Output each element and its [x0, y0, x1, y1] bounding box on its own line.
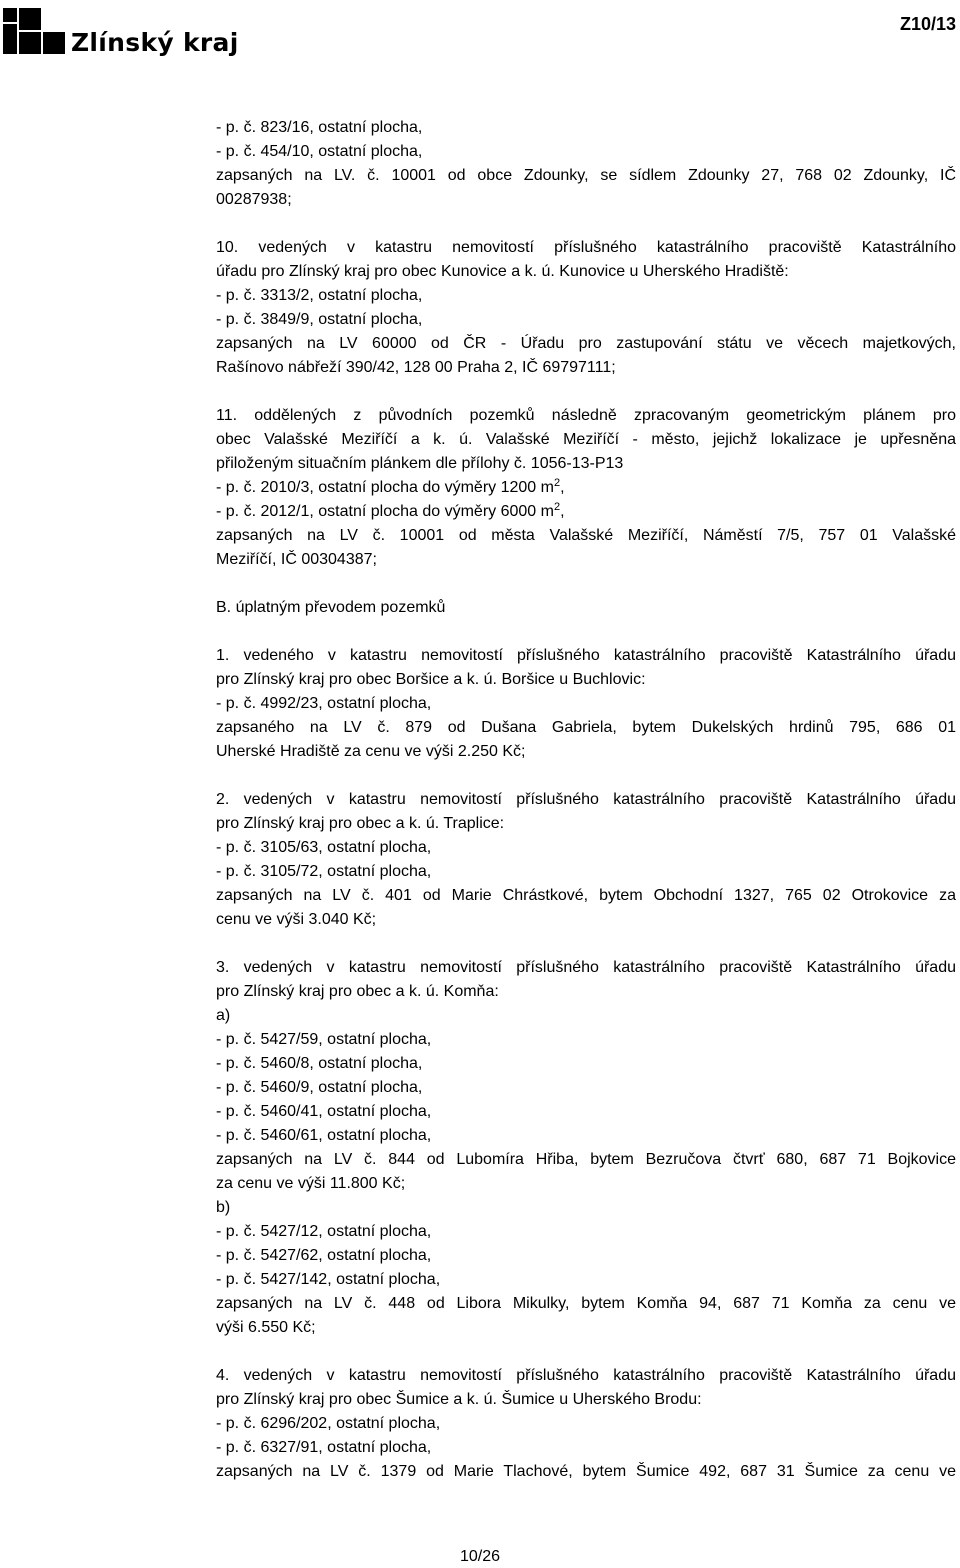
text-line [216, 836, 956, 860]
text-line-content: - p. č. 5460/41, ostatní plocha, [216, 1103, 432, 1120]
text-line-content: Rašínovo nábřeží 390/42, 128 00 Praha 2, IČ 69797111; [216, 359, 616, 376]
text-line-content: - p. č. 2010/3, ostatní plocha do výměry 1200 m [216, 479, 554, 496]
text-line [216, 980, 956, 1004]
text-line [216, 1388, 956, 1412]
text-line-content: 3. vedených v katastru nemovitostí příslušného katastrálního pracoviště Katastrálního úřadu [216, 959, 956, 976]
text-line-content: - p. č. 5427/59, ostatní plocha, [216, 1031, 432, 1048]
paragraph-gap [216, 572, 956, 596]
text-line-content: - p. č. 5427/62, ostatní plocha, [216, 1247, 432, 1264]
text-line-content: Uherské Hradiště za cenu ve výši 2.250 Kč; [216, 743, 526, 760]
paragraph [216, 404, 956, 572]
text-line-content: zapsaných na LV 60000 od ČR - Úřadu pro zastupování státu ve věcech majetkových, [216, 335, 956, 352]
text-line [216, 452, 956, 476]
text-line [216, 164, 956, 188]
text-line-content: zapsaných na LV č. 10001 od města Valašské Meziříčí, Náměstí 7/5, 757 01 Valašské [216, 527, 956, 544]
text-line-content: pro Zlínský kraj pro obec Šumice a k. ú. Šumice u Uherského Brodu: [216, 1391, 702, 1408]
text-line-content: zapsaných na LV č. 401 od Marie Chrástkové, bytem Obchodní 1327, 765 02 Otrokovice za [216, 887, 956, 904]
text-line [216, 644, 956, 668]
logo-squares-icon [3, 8, 65, 54]
text-line [216, 1028, 956, 1052]
text-line [216, 116, 956, 140]
paragraph [216, 956, 956, 1340]
text-line-content: zapsaných na LV č. 844 od Lubomíra Hřiba, bytem Bezručova čtvrť 680, 687 71 Bojkovice [216, 1151, 956, 1168]
text-line-content: úřadu pro Zlínský kraj pro obec Kunovice a k. ú. Kunovice u Uherského Hradiště: [216, 263, 789, 280]
text-line-content: - p. č. 4992/23, ostatní plocha, [216, 695, 432, 712]
text-line [216, 548, 956, 572]
text-line [216, 1100, 956, 1124]
text-line-content: - p. č. 5427/12, ostatní plocha, [216, 1223, 432, 1240]
text-line-content: pro Zlínský kraj pro obec Boršice a k. ú. Boršice u Buchlovic: [216, 671, 646, 688]
page-number: 10/26 [459, 1548, 501, 1565]
document-code: Z10/13 [899, 14, 956, 34]
text-line [216, 332, 956, 356]
text-line [216, 524, 956, 548]
text-line-content: 2. vedených v katastru nemovitostí příslušného katastrálního pracoviště Katastrálního úřadu [216, 791, 956, 808]
text-line-content: B. úplatným převodem pozemků [216, 599, 446, 616]
text-line [216, 1124, 956, 1148]
text-line-content: a) [216, 1007, 231, 1024]
text-line-content: - p. č. 3313/2, ostatní plocha, [216, 287, 423, 304]
paragraph [216, 644, 956, 764]
text-line [216, 1412, 956, 1436]
text-line [216, 1076, 956, 1100]
text-line [216, 740, 956, 764]
text-line-content: 1. vedeného v katastru nemovitostí příslušného katastrálního pracoviště Katastrálního úřadu [216, 647, 956, 664]
paragraph-gap [216, 764, 956, 788]
text-line-content: zapsaného na LV č. 879 od Dušana Gabriela, bytem Dukelských hrdinů 795, 686 01 [216, 719, 956, 736]
text-line-suffix: , [560, 503, 565, 520]
paragraph-gap [216, 620, 956, 644]
logo-brand-text: Zlínský kraj [71, 28, 239, 57]
text-line-content: pro Zlínský kraj pro obec a k. ú. Traplice: [216, 815, 505, 832]
paragraph-gap [216, 932, 956, 956]
text-line [216, 668, 956, 692]
text-line-content: Meziříčí, IČ 00304387; [216, 551, 377, 568]
text-line [216, 1172, 956, 1196]
document-body [216, 116, 956, 1484]
text-line-content: - p. č. 454/10, ostatní plocha, [216, 143, 423, 160]
text-line-content: - p. č. 6327/91, ostatní plocha, [216, 1439, 432, 1456]
text-line [216, 860, 956, 884]
text-line-content: zapsaných na LV. č. 10001 od obce Zdounky, se sídlem Zdounky 27, 768 02 Zdounky, IČ [216, 167, 956, 184]
text-line-content: - p. č. 5460/61, ostatní plocha, [216, 1127, 432, 1144]
text-line [216, 1148, 956, 1172]
text-line [216, 716, 956, 740]
text-line [216, 1220, 956, 1244]
text-line [216, 188, 956, 212]
text-line [216, 236, 956, 260]
paragraph [216, 236, 956, 380]
text-line [216, 140, 956, 164]
text-line [216, 1196, 956, 1220]
text-line [216, 284, 956, 308]
text-line-content: výši 6.550 Kč; [216, 1319, 316, 1336]
text-line-content: zapsaných na LV č. 448 od Libora Mikulky, bytem Komňa 94, 687 71 Komňa za cenu ve [216, 1295, 956, 1312]
text-line [216, 1364, 956, 1388]
text-line-content: za cenu ve výši 11.800 Kč; [216, 1175, 406, 1192]
text-line-content: obec Valašské Meziříčí a k. ú. Valašské Meziříčí - město, jejichž lokalizace je upřesněna [216, 431, 956, 448]
paragraph [216, 596, 956, 620]
text-line-content: - p. č. 5427/142, ostatní plocha, [216, 1271, 441, 1288]
text-line [216, 500, 956, 524]
text-line [216, 884, 956, 908]
text-line [216, 908, 956, 932]
paragraph-gap [216, 380, 956, 404]
text-line-content: - p. č. 3105/63, ostatní plocha, [216, 839, 432, 856]
text-line [216, 1268, 956, 1292]
paragraph [216, 1364, 956, 1484]
text-line [216, 1244, 956, 1268]
text-line [216, 476, 956, 500]
text-line-content: přiloženým situačním plánkem dle přílohy č. 1056-13-P13 [216, 455, 624, 472]
text-line-content: - p. č. 6296/202, ostatní plocha, [216, 1415, 441, 1432]
text-line [216, 1436, 956, 1460]
paragraph [216, 788, 956, 932]
text-line [216, 404, 956, 428]
text-line [216, 812, 956, 836]
text-line-content: - p. č. 5460/9, ostatní plocha, [216, 1079, 423, 1096]
text-line-content: 11. oddělených z původních pozemků následně zpracovaným geometrickým plánem pro [216, 407, 956, 424]
text-line [216, 956, 956, 980]
text-line-content: - p. č. 823/16, ostatní plocha, [216, 119, 423, 136]
text-line-content: - p. č. 3105/72, ostatní plocha, [216, 863, 432, 880]
text-line [216, 1316, 956, 1340]
text-line-content: 10. vedených v katastru nemovitostí příslušného katastrálního pracoviště Katastrálního [216, 239, 956, 256]
text-line [216, 596, 956, 620]
superscript: 2 [553, 477, 561, 489]
text-line [216, 260, 956, 284]
text-line [216, 1292, 956, 1316]
text-line-content: 00287938; [216, 191, 292, 208]
text-line-suffix: , [560, 479, 565, 496]
text-line [216, 308, 956, 332]
paragraph-gap [216, 212, 956, 236]
text-line-content: b) [216, 1199, 231, 1216]
text-line-content: zapsaných na LV č. 1379 od Marie Tlachové, bytem Šumice 492, 687 31 Šumice za cenu ve [216, 1463, 956, 1480]
text-line-content: - p. č. 2012/1, ostatní plocha do výměry 6000 m [216, 503, 554, 520]
text-line [216, 356, 956, 380]
text-line [216, 692, 956, 716]
paragraph-gap [216, 1340, 956, 1364]
text-line [216, 1460, 956, 1484]
superscript: 2 [553, 501, 561, 513]
text-line-content: - p. č. 5460/8, ostatní plocha, [216, 1055, 423, 1072]
text-line-content: pro Zlínský kraj pro obec a k. ú. Komňa: [216, 983, 499, 1000]
text-line-content: 4. vedených v katastru nemovitostí příslušného katastrálního pracoviště Katastrálního úřadu [216, 1367, 956, 1384]
text-line [216, 1004, 956, 1028]
text-line-content: cenu ve výši 3.040 Kč; [216, 911, 377, 928]
text-line [216, 788, 956, 812]
paragraph [216, 116, 956, 212]
text-line [216, 428, 956, 452]
text-line-content: - p. č. 3849/9, ostatní plocha, [216, 311, 423, 328]
text-line [216, 1052, 956, 1076]
